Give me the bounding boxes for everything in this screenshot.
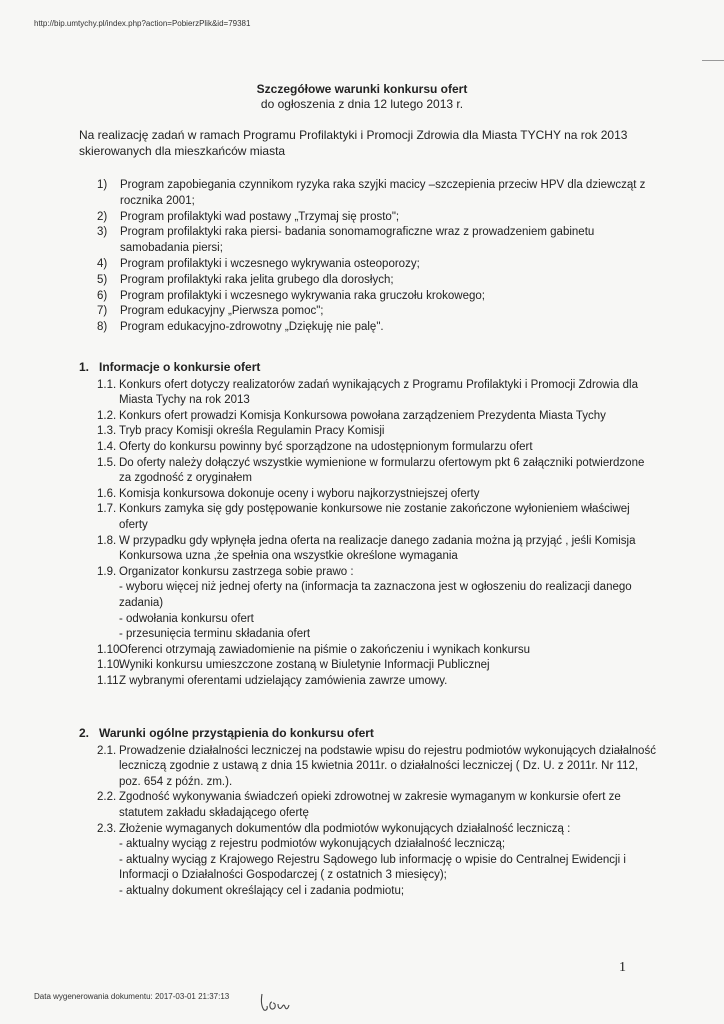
clause-number: 1.9.	[97, 565, 117, 578]
program-number: 7)	[97, 305, 108, 318]
clause-number: 1.10.	[97, 659, 123, 672]
clause	[79, 456, 659, 487]
clause-text: Komisja konkursowa dokonuje oceny i wyboru najkorzystniejszej oferty	[119, 487, 480, 500]
clause-number: 2.3.	[97, 822, 117, 835]
clause-text: W przypadku gdy wpłynęła jedna oferta na realizacje danego zadania można ją przyjąć , jeśli Komisja Konkursowa uzna ,że spełnia ona wszystkie określone wymagania	[119, 534, 636, 563]
clause	[79, 565, 659, 581]
scan-edge-mark	[702, 60, 724, 61]
section-contest-info	[79, 360, 659, 689]
clause	[79, 674, 659, 690]
clause-text: Konkurs ofert prowadzi Komisja Konkursowa powołana zarządzeniem Prezydenta Miasta Tychy	[119, 409, 606, 422]
program-text: Program edukacyjny „Pierwsza pomoc";	[120, 305, 324, 318]
required-document: - aktualny wyciąg z Krajowego Rejestru Sądowego lub informację o wpisie do Centralnej Ewidencji i Informacji o Działalności Gospodarczej ( z ostatnich 3 miesięcy);	[119, 853, 626, 882]
clause	[79, 790, 659, 821]
clause-number: 1.2.	[97, 409, 117, 422]
organizer-right: - odwołania konkursu ofert	[119, 612, 254, 625]
program-number: 3)	[97, 226, 108, 239]
clause	[79, 424, 659, 440]
clause-number: 1.4.	[97, 440, 117, 453]
program-list	[97, 178, 657, 336]
clause-text: Złożenie wymaganych dokumentów dla podmiotów wykonujących działalność leczniczą :	[119, 822, 571, 835]
clause-text: Organizator konkursu zastrzega sobie prawo :	[119, 565, 354, 578]
page-number: 1	[619, 960, 626, 975]
clause-text: Zgodność wykonywania świadczeń opieki zdrowotnej w zakresie wymaganym w konkursie ofert ze statutem zakładu składającego ofertę	[119, 791, 621, 819]
section-title: Informacje o konkursie ofert	[99, 360, 261, 374]
clause	[79, 534, 659, 565]
clause-number: 1.7.	[97, 503, 117, 516]
clause-text: Z wybranymi oferentami udzielający zamówienia zawrze umowy.	[119, 674, 448, 687]
program-text: Program profilaktyki wad postawy „Trzymaj się prosto";	[120, 210, 400, 223]
generation-date-footer: Data wygenerowania dokumentu: 2017-03-01 21:37:13	[34, 992, 230, 1001]
clause-text: Konkurs zamyka się gdy postępowanie konkursowe nie zostanie zakończone wyłonieniem właściwej oferty	[119, 503, 630, 531]
clause-number: 2.2.	[97, 791, 117, 804]
section-number: 2.	[79, 726, 90, 740]
clause-number: 1.1.	[97, 378, 117, 391]
clause-number: 1.5.	[97, 456, 117, 469]
program-item	[97, 178, 657, 210]
program-number: 6)	[97, 289, 108, 302]
clause-number: 2.1.	[97, 744, 117, 757]
clause-text: Oferty do konkursu powinny być sporządzone na udostępnionym formularzu ofert	[119, 440, 533, 453]
clause-number: 1.11.	[97, 674, 122, 687]
clause-number: 1.8.	[97, 534, 117, 547]
program-item	[97, 225, 657, 257]
program-text: Program profilaktyki i wczesnego wykrywania raka gruczołu krokowego;	[120, 289, 485, 302]
program-item	[97, 273, 657, 289]
clause-text: Do oferty należy dołączyć wszystkie wymienione w formularzu ofertowym pkt 6 załączniki potwierdzone za zgodność z oryginałem	[119, 456, 645, 485]
clause-text: Konkurs ofert dotyczy realizatorów zadań wynikających z Programu Profilaktyki i Promocji Zdrowia dla Miasta Tychy na rok 2013	[119, 378, 638, 407]
organizer-right: - przesunięcia terminu składania ofert	[119, 628, 311, 641]
program-number: 4)	[97, 257, 108, 270]
handwritten-signature	[258, 990, 298, 1014]
program-item	[97, 210, 657, 226]
section-heading	[79, 726, 659, 742]
clause-number: 1.3.	[97, 425, 117, 438]
source-url: http://bip.umtychy.pl/index.php?action=PobierzPlik&id=79381	[34, 19, 251, 28]
section-general-conditions	[79, 726, 659, 900]
clause	[79, 643, 659, 659]
clause	[79, 502, 659, 533]
clause	[79, 744, 659, 791]
program-number: 2)	[97, 210, 108, 223]
clause	[79, 658, 659, 674]
required-document: - aktualny wyciąg z rejestru podmiotów wykonujących działalność leczniczą;	[119, 838, 506, 851]
program-item	[97, 289, 657, 305]
required-document: - aktualny dokument określający cel i zadania podmiotu;	[119, 884, 405, 897]
section-heading	[79, 360, 659, 376]
program-number: 8)	[97, 321, 108, 334]
clause	[79, 487, 659, 503]
clause-text: Oferenci otrzymają zawiadomienie na piśmie o zakończeniu i wynikach konkursu	[119, 643, 530, 656]
program-text: Program edukacyjno-zdrowotny „Dziękuję nie palę".	[120, 321, 384, 334]
program-number: 5)	[97, 273, 108, 286]
clause	[79, 822, 659, 838]
clause-text: Tryb pracy Komisji określa Regulamin Pracy Komisji	[119, 425, 385, 438]
intro-paragraph: Na realizację zadań w ramach Programu Profilaktyki i Promocji Zdrowia dla Miasta TYCHY na rok 2013 skierowanych dla mieszkańców miasta	[79, 128, 628, 158]
program-text: Program zapobiegania czynnikom ryzyka raka szyjki macicy –szczepienia przeciw HPV dla dziewcząt z rocznika 2001;	[120, 179, 646, 207]
clause-text: Wyniki konkursu umieszczone zostaną w Biuletynie Informacji Publicznej	[119, 659, 490, 672]
organizer-right: - wyboru więcej niż jednej oferty na (informacja ta zaznaczona jest w ogłoszeniu do realizacji danego zadania)	[119, 581, 632, 609]
program-item	[97, 257, 657, 273]
clause-number: 1.6.	[97, 487, 117, 500]
program-text: Program profilaktyki i wczesnego wykrywania osteoporozy;	[120, 257, 420, 270]
section-title: Warunki ogólne przystąpienia do konkursu ofert	[99, 726, 374, 740]
program-item	[97, 320, 657, 336]
document-subtitle: do ogłoszenia z dnia 12 lutego 2013 r.	[260, 97, 464, 111]
program-number: 1)	[97, 179, 108, 191]
clause-text: Prowadzenie działalności leczniczej na podstawie wpisu do rejestru podmiotów wykonujących działalność leczniczą zgodnie z ustawą z dnia 15 kwietnia 2011r. o działalności leczniczej ( Dz. U. z 2011r. Nr 112, poz. 654 z późn. zm.).	[119, 744, 656, 788]
program-text: Program profilaktyki raka jelita grubego dla dorosłych;	[120, 273, 394, 286]
program-text: Program profilaktyki raka piersi- badania sonomamograficzne wraz z prowadzeniem gabinetu samobadania piersi;	[120, 226, 595, 255]
program-item	[97, 304, 657, 320]
document-title: Szczegółowe warunki konkursu ofert	[256, 82, 468, 96]
section-number: 1.	[79, 360, 90, 374]
clause	[79, 409, 659, 425]
clause	[79, 440, 659, 456]
clause	[79, 378, 659, 409]
clause-number: 1.10	[97, 643, 120, 656]
